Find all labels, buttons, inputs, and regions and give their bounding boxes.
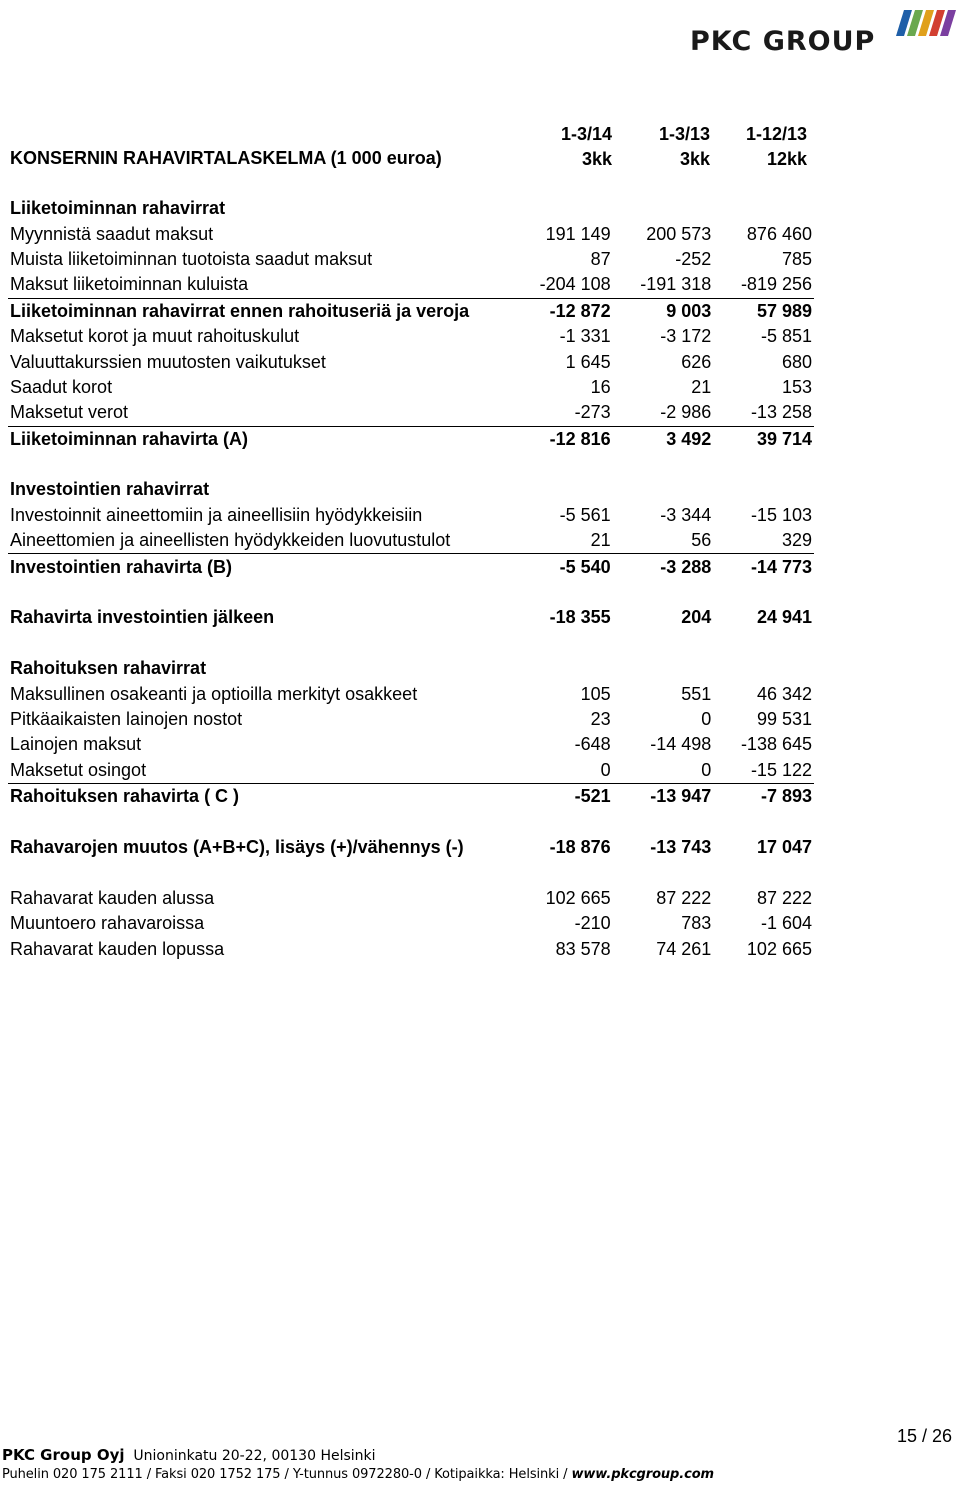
table-row <box>8 605 814 630</box>
row-label: Liiketoiminnan rahavirrat ennen rahoituseriä ja veroja <box>10 300 470 321</box>
row-value-col2: 200 573 <box>646 223 712 244</box>
row-label: Pitkäaikaisten lainojen nostot <box>10 709 243 729</box>
row-label: Muista liiketoiminnan tuotoista saadut maksut <box>10 248 373 269</box>
row-value-col2: 21 <box>691 376 712 397</box>
footer-company: PKC Group Oyj <box>2 1446 125 1464</box>
table-row <box>8 503 814 528</box>
table-row <box>8 247 814 272</box>
row-value-col2: 3 492 <box>666 428 712 449</box>
row-value-col2 <box>613 656 714 681</box>
spacer-cell <box>8 631 814 656</box>
row-value-col3: -5 851 <box>760 326 812 347</box>
spacer-cell <box>8 809 814 834</box>
row-label: Saadut korot <box>10 376 113 397</box>
row-value-col2: 0 <box>701 709 712 729</box>
row-label: Rahoituksen rahavirta ( C ) <box>10 786 240 807</box>
table-row <box>8 681 814 706</box>
row-label: Lainojen maksut <box>10 734 142 755</box>
row-label: Investointien rahavirta (B) <box>10 556 233 577</box>
row-value-col3: 39 714 <box>756 428 812 449</box>
row-value-col2: -191 318 <box>613 272 714 298</box>
row-value-col3: 876 460 <box>746 223 812 244</box>
row-label: Investointien rahavirrat <box>10 479 210 500</box>
row-value-col2: 56 <box>613 528 714 554</box>
row-value-col3: 24 941 <box>756 607 812 628</box>
col2-unit: 3kk <box>679 149 710 169</box>
footer-address: Unioninkatu 20-22, 00130 Helsinki <box>133 1448 376 1464</box>
row-value-col2: 626 <box>681 351 712 372</box>
row-value-col3: 99 531 <box>756 709 812 729</box>
row-value-col3: -1 604 <box>760 913 812 934</box>
row-label: Rahoituksen rahavirrat <box>10 658 207 679</box>
row-value-col3: -138 645 <box>740 734 812 755</box>
row-value-col1: -521 <box>574 786 611 807</box>
footer <box>2 1445 960 1485</box>
row-value-col2: 783 <box>681 913 712 934</box>
row-value-col1: 21 <box>512 528 613 554</box>
row-value-col3: -14 773 <box>750 556 812 577</box>
spacer-cell <box>8 580 814 605</box>
row-label: Valuuttakurssien muutosten vaikutukset <box>10 351 326 372</box>
row-value-col3: -15 103 <box>750 504 812 525</box>
footer-line-2 <box>2 1465 960 1485</box>
col3-period: 1-12/13 <box>745 124 807 144</box>
row-label: Rahavarat kauden alussa <box>10 887 215 908</box>
row-value-col3: -7 893 <box>760 786 812 807</box>
row-value-col1: -12 872 <box>549 300 611 321</box>
row-value-col3 <box>713 196 814 221</box>
row-value-col1: -648 <box>574 734 611 755</box>
row-value-col3 <box>713 656 814 681</box>
table-row <box>8 528 814 554</box>
col2-period: 1-3/13 <box>658 124 710 144</box>
row-value-col1: -18 355 <box>549 607 611 628</box>
row-value-col2: 204 <box>681 607 712 628</box>
row-value-col2: 551 <box>681 683 712 704</box>
row-label: Maksetut korot ja muut rahoituskulut <box>10 326 300 347</box>
row-value-col3 <box>713 477 814 502</box>
row-value-col3: -15 122 <box>713 758 814 784</box>
logo-stripes-icon <box>890 8 956 38</box>
row-label: Maksut liiketoiminnan kuluista <box>8 272 512 298</box>
table-row <box>8 936 814 961</box>
row-value-col1: -210 <box>574 913 611 934</box>
row-value-col2: -14 498 <box>650 734 712 755</box>
row-value-col1: -12 816 <box>549 428 611 449</box>
spacer-row <box>8 452 814 477</box>
table-row <box>8 758 814 784</box>
table-row <box>8 911 814 936</box>
table-row <box>8 349 814 374</box>
table-row <box>8 324 814 349</box>
row-value-col1: 105 <box>580 683 611 704</box>
row-value-col1: -18 876 <box>549 836 611 857</box>
row-label: Maksullinen osakeanti ja optioilla merkityt osakkeet <box>10 683 418 704</box>
spacer-row <box>8 580 814 605</box>
row-value-col1: 1 645 <box>565 351 611 372</box>
table-row <box>8 375 814 400</box>
pkc-group-logo <box>690 8 955 60</box>
row-value-col1: -5 540 <box>559 556 611 577</box>
row-value-col2: 0 <box>613 758 714 784</box>
footer-contact: Puhelin 020 175 2111 / Faksi 020 1752 175 / Y-tunnus 0972280-0 / Kotipaikka: Helsinki / <box>2 1467 572 1482</box>
row-value-col2: -3 172 <box>660 326 712 347</box>
table-row <box>8 426 814 452</box>
row-value-col3: 153 <box>781 376 812 397</box>
row-value-col3: 17 047 <box>756 836 812 857</box>
row-value-col1: -204 108 <box>512 272 613 298</box>
row-value-col3: -819 256 <box>713 272 814 298</box>
page-title: KONSERNIN RAHAVIRTALASKELMA (1 000 euroa) <box>10 148 442 168</box>
spacer-row <box>8 631 814 656</box>
page-number: 15 / 26 <box>896 1426 952 1446</box>
row-value-col2: -3 344 <box>660 504 712 525</box>
row-value-col3: -13 258 <box>713 400 814 426</box>
row-label: Liiketoiminnan rahavirta (A) <box>10 428 249 449</box>
row-label: Rahavarat kauden lopussa <box>10 938 225 959</box>
row-value-col2: -13 743 <box>650 836 712 857</box>
row-value-col1: 102 665 <box>545 887 611 908</box>
col1-period: 1-3/14 <box>560 124 612 144</box>
row-value-col2: -13 947 <box>650 786 712 807</box>
table-row <box>8 554 814 580</box>
col3-unit: 12kk <box>766 149 807 169</box>
table-row <box>8 835 814 860</box>
row-value-col1: -1 331 <box>559 326 611 347</box>
table-row <box>8 221 814 246</box>
table-row <box>8 477 814 502</box>
row-value-col2: 74 261 <box>656 938 712 959</box>
row-label: Muuntoero rahavaroissa <box>10 913 205 934</box>
row-value-col1 <box>512 196 613 221</box>
row-value-col3: 785 <box>781 248 812 269</box>
footer-website-link[interactable]: www.pkcgroup.com <box>571 1467 714 1482</box>
row-value-col2 <box>613 196 714 221</box>
row-value-col1 <box>512 477 613 502</box>
table-row <box>8 298 814 324</box>
row-value-col1: 23 <box>590 709 611 729</box>
row-value-col1: 0 <box>512 758 613 784</box>
row-value-col2: -2 986 <box>613 400 714 426</box>
row-value-col1: -5 561 <box>559 504 611 525</box>
row-value-col1: -273 <box>512 400 613 426</box>
row-value-col3: 329 <box>713 528 814 554</box>
row-value-col1 <box>512 656 613 681</box>
row-value-col1: 83 578 <box>555 938 611 959</box>
row-label: Liiketoiminnan rahavirrat <box>10 198 226 219</box>
row-label: Myynnistä saadut maksut <box>10 223 214 244</box>
row-value-col3: 680 <box>781 351 812 372</box>
row-label: Maksetut verot <box>8 400 512 426</box>
row-label: Aineettomien ja aineellisten hyödykkeiden luovutustulot <box>8 528 512 554</box>
col1-unit: 3kk <box>581 149 612 169</box>
table-row <box>8 707 814 732</box>
spacer-row <box>8 860 814 885</box>
row-label: Rahavarojen muutos (A+B+C), lisäys (+)/vähennys (-) <box>10 836 464 857</box>
row-value-col2: -252 <box>675 248 712 269</box>
row-label: Rahavirta investointien jälkeen <box>10 607 275 628</box>
table-row <box>8 196 814 221</box>
spacer-row <box>8 809 814 834</box>
row-label: Investoinnit aineettomiin ja aineellisiin hyödykkeisiin <box>10 504 423 525</box>
table-row <box>8 272 814 298</box>
row-value-col2: -3 288 <box>660 556 712 577</box>
row-value-col3: 87 222 <box>756 887 812 908</box>
spacer-cell <box>8 860 814 885</box>
row-value-col3: 57 989 <box>756 300 812 321</box>
row-value-col3: 102 665 <box>746 938 812 959</box>
row-value-col2: 9 003 <box>666 300 712 321</box>
row-value-col1: 191 149 <box>545 223 611 244</box>
row-value-col2 <box>613 477 714 502</box>
table-row <box>8 783 814 809</box>
row-value-col1: 16 <box>590 376 611 397</box>
table-row <box>8 732 814 757</box>
footer-line-1 <box>2 1445 960 1465</box>
cash-flow-table <box>8 196 814 962</box>
logo-text: PKC GROUP <box>690 26 876 57</box>
row-label: Maksetut osingot <box>8 758 512 784</box>
table-row <box>8 886 814 911</box>
row-value-col2: 87 222 <box>656 887 712 908</box>
row-value-col3: 46 342 <box>756 683 812 704</box>
spacer-cell <box>8 452 814 477</box>
table-row <box>8 400 814 426</box>
table-header <box>10 124 812 174</box>
row-value-col1: 87 <box>590 248 611 269</box>
table-row <box>8 656 814 681</box>
